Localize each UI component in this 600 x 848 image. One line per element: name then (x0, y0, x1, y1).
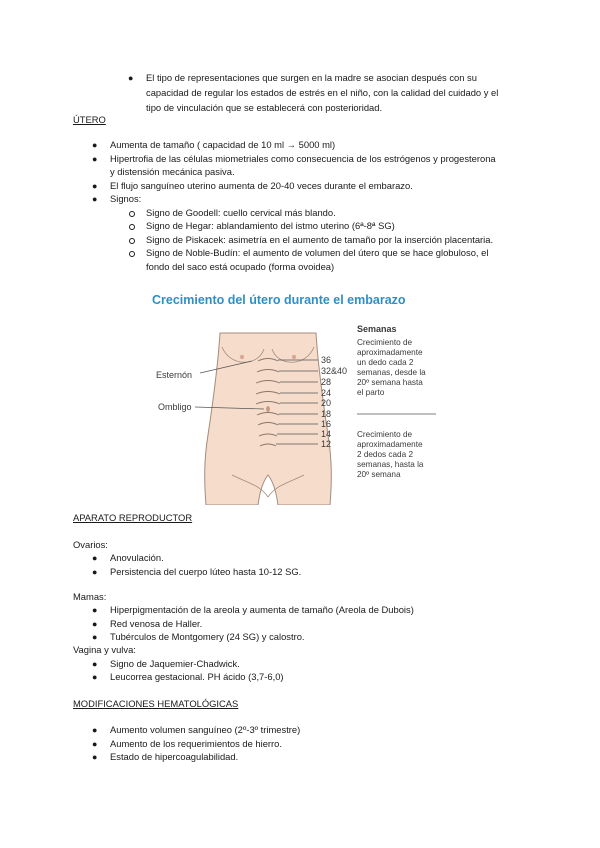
list-item: Anovulación. (110, 552, 164, 563)
list-item: Signo de Jaquemier-Chadwick. (110, 658, 240, 669)
bullet-dot: ● (92, 725, 98, 735)
svg-text:un dedo cada 2: un dedo cada 2 (357, 358, 414, 367)
bullet-dot: ● (92, 194, 98, 204)
bullet-dot: ● (128, 73, 134, 83)
hollow-bullet (129, 224, 135, 230)
list-item: Signo de Goodell: cuello cervical más blando. (146, 207, 336, 218)
note-bottom (357, 430, 424, 479)
week-label: 16 (321, 419, 332, 429)
svg-text:aproximadamente: aproximadamente (357, 440, 423, 449)
section-heading-utero: ÚTERO (73, 114, 106, 125)
svg-text:20º semana hasta: 20º semana hasta (357, 378, 423, 387)
figure-title: Crecimiento del útero durante el embarazo (152, 293, 406, 307)
week-label: 32&40 (321, 366, 348, 376)
bullet-dot: ● (92, 140, 98, 150)
bullet-dot: ● (92, 605, 98, 615)
week-label: 36 (321, 355, 332, 365)
note-top (357, 338, 426, 397)
list-item: Aumenta de tamaño ( capacidad de 10 ml → 5000 ml) (110, 139, 336, 150)
intro-line: capacidad de regular los estados de estrés en el niño, con la calidad del cuidado y el (146, 87, 499, 98)
ovarios-label: Ovarios: (73, 539, 108, 550)
list-item: Tubérculos de Montgomery (24 SG) y calostro. (110, 631, 305, 642)
vagina-label: Vagina y vulva: (73, 644, 136, 655)
list-item: Red venosa de Haller. (110, 618, 203, 629)
navel (266, 406, 270, 412)
svg-text:el parto: el parto (357, 388, 385, 397)
section-heading-hematologicas: MODIFICACIONES HEMATOLÓGICAS (73, 698, 239, 709)
list-item: Hipertrofia de las células miometriales como consecuencia de los estrógenos y progesterona (110, 153, 496, 164)
nipple-left (240, 355, 244, 359)
week-label: 24 (321, 388, 332, 398)
week-label: 12 (321, 439, 332, 449)
bullet-dot: ● (92, 567, 98, 577)
bullet-dot: ● (92, 739, 98, 749)
semanas-title: Semanas (357, 324, 397, 334)
list-item: Aumento de los requerimientos de hierro. (110, 738, 282, 749)
week-label: 18 (321, 409, 332, 419)
mamas-label: Mamas: (73, 591, 107, 602)
uterus-growth-figure (140, 285, 460, 505)
list-item: Signo de Hegar: ablandamiento del istmo uterino (6ª-8ª SG) (146, 220, 395, 231)
bullet-dot: ● (92, 632, 98, 642)
svg-text:aproximadamente: aproximadamente (357, 348, 423, 357)
list-item: Aumento volumen sanguíneo (2º-3º trimestre) (110, 724, 301, 735)
list-item: Signos: (110, 193, 142, 204)
bullet-dot: ● (92, 659, 98, 669)
svg-text:2 dedos cada 2: 2 dedos cada 2 (357, 450, 413, 459)
svg-text:20º semana: 20º semana (357, 470, 401, 479)
bullet-dot: ● (92, 553, 98, 563)
hollow-bullet (129, 211, 135, 217)
list-item: Estado de hipercoagulabilidad. (110, 751, 239, 762)
list-item: Signo de Piskacek: asimetría en el aumento de tamaño por la inserción placentaria. (146, 234, 494, 245)
list-item: Hiperpigmentación de la areola y aumenta de tamaño (Areola de Dubois) (110, 604, 414, 615)
label-ombligo: Ombligo (158, 402, 192, 412)
week-label: 28 (321, 377, 332, 387)
list-item: Signo de Noble-Budín: el aumento de volumen del útero que se hace globuloso, el (146, 247, 489, 258)
week-label: 20 (321, 398, 332, 408)
bullet-dot: ● (92, 619, 98, 629)
section-heading-aparato: APARATO REPRODUCTOR (73, 512, 193, 523)
svg-text:Crecimiento de: Crecimiento de (357, 430, 413, 439)
list-item: El flujo sanguíneo uterino aumenta de 20-40 veces durante el embarazo. (110, 180, 413, 191)
svg-text:Crecimiento de: Crecimiento de (357, 338, 413, 347)
hollow-bullet (129, 251, 135, 257)
bullet-dot: ● (92, 181, 98, 191)
week-label: 14 (321, 429, 332, 439)
svg-text:semanas, hasta la: semanas, hasta la (357, 460, 424, 469)
intro-line: tipo de vinculación que se establecerá con posterioridad. (146, 102, 383, 113)
intro-line: El tipo de representaciones que surgen en la madre se asocian después con su (146, 72, 477, 83)
svg-text:semanas, desde la: semanas, desde la (357, 368, 426, 377)
bullet-dot: ● (92, 154, 98, 164)
list-item: fondo del saco está ocupado (forma ovoidea) (146, 261, 335, 272)
label-esternon: Esternón (156, 370, 193, 380)
nipple-right (292, 355, 296, 359)
list-item: Persistencia del cuerpo lúteo hasta 10-12 SG. (110, 566, 302, 577)
bullet-dot: ● (92, 752, 98, 762)
hollow-bullet (129, 238, 135, 244)
bullet-dot: ● (92, 672, 98, 682)
list-item: Leucorrea gestacional. PH ácido (3,7-6,0) (110, 671, 284, 682)
list-item: y distensión mecánica pasiva. (110, 166, 235, 177)
week-labels (321, 355, 347, 449)
